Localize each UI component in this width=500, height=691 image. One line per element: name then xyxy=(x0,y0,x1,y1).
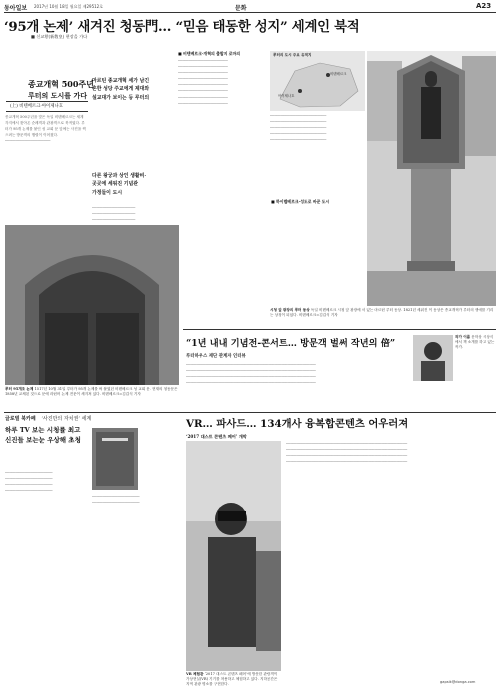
statue-caption-bold: 시청 앞 광장의 루터 동상 xyxy=(270,308,310,312)
map-marker xyxy=(298,89,302,93)
main-headline: ‘95개 논제’ 새겨진 청동門… “믿음 태동한 성지” 세계인 북적 xyxy=(4,19,360,35)
headline-byline-text: 신교황(新敎皇) 현장을 가다 xyxy=(36,34,88,39)
vr-caption-bold: VR 체험관 xyxy=(186,672,204,676)
body-text-col2: ──────────────────── ──────────────────── ──────────────────── xyxy=(92,206,136,223)
square-icon: ■ xyxy=(31,34,35,39)
body-text-col3: ─────────────────────── ─────────────────────── ─────────────────────── ─────────────────────── ─────────────────────── ─────────────────────── ─────────────────────── ─────────────────────── xyxy=(178,59,228,106)
map-svg xyxy=(270,51,365,111)
statue-caption-text: 독일 비텐베르크 시청 앞 광장에 서 있는 마르틴 루터 동상. 1821년 세워진 이 동상은 종교개혁가 루터의 생애를 기리는 상징이 되었다. 비텐베르크=김갑식 기자 xyxy=(270,308,494,318)
pullquote-line: 곳곳에 세워진 기념관 xyxy=(92,181,138,188)
section2-sub: 루터하우스 재단 관계자 인터뷰 xyxy=(186,354,246,359)
vr-event-title: ‘2017 대스트 콘텐츠 페어’ 개막 xyxy=(186,434,247,439)
author-caption-bold: 작가 이름 xyxy=(455,335,471,339)
author-caption-text: 문학상 시상식에서 책 소개를 하고 있는 작가. xyxy=(455,335,495,350)
body-text-col1 xyxy=(5,114,88,224)
kicker-rule-top xyxy=(6,101,88,102)
author-photo xyxy=(413,335,453,381)
section2-body: ──────────────────────────────────────────────────────────── ──────────────────────────────────────────────────────────── ──────────────────────────────────────────────────────────── ──────────────────────────────────────────────────────────── xyxy=(186,363,316,386)
author-caption xyxy=(455,335,496,351)
pullquote-line: 다른 왕궁과 상인 생활비· xyxy=(92,173,147,179)
vr-headline: VR… 파사드… 134개사 융복합콘텐츠 어우러져 xyxy=(186,418,409,430)
vr-caption-text: ‘2017 대스트 콘텐츠 페어’에 방문한 관람객이 가상현실(VR) 기기를 착용하고 체험하고 있다. 지하공간은 지역 관광 명소를 구현한다. xyxy=(186,672,278,687)
map-label: 비텐베르크 xyxy=(330,72,347,76)
book-body: ────────────────────── ────────────────────── ────────────────────── ────────────────────── xyxy=(5,471,53,494)
book-cover-illustration xyxy=(92,428,138,490)
statue-illustration xyxy=(367,51,496,306)
vr-caption xyxy=(186,672,281,690)
column-title: ‘사진만의 자치권’ 세계 xyxy=(41,416,92,422)
text-line: ───────────────────── xyxy=(5,139,51,144)
pullquote-line: 가정들이 도시 xyxy=(92,189,123,196)
kicker-rule-bottom xyxy=(6,111,88,112)
map-title: 루터의 도시 주요 유적지 xyxy=(273,53,312,57)
section-label: 문화 xyxy=(235,5,247,12)
vr-illustration xyxy=(186,441,281,671)
section3-rule xyxy=(4,412,496,413)
book-headline: 하루 TV 보는 시청률 최고 신진들 보는눈 우상해 초청 xyxy=(5,426,81,444)
book-cover xyxy=(92,428,138,490)
map-figure xyxy=(270,51,365,111)
door-caption-bold: 루터 95개조 논제 xyxy=(5,387,34,391)
column-label-text: 글로벌 북카페 xyxy=(5,416,36,422)
statue-caption xyxy=(270,308,496,318)
kicker-part: (上) 비텐베르크·아이제나흐 xyxy=(10,104,64,109)
door-caption-text: 1517년 10월 31일 루터가 95개 논제를 써 붙였던 비텐베르크 성 교회 문. 현재의 청동문은 1858년 교체된 것으로 문에 라틴어 논제 전문이 새겨져 있다. 비텐베르크=김갑식 기자 xyxy=(5,387,178,397)
body-text-col4: ────────────────────────── ────────────────────────── ────────────────────────── ────────────────────────── ────────────────────────── xyxy=(270,114,327,143)
book-body-2: ────────────────────── ────────────────────── xyxy=(92,495,140,506)
body-text: 종교개혁 500주년을 맞은 독일 비텐베르크는 세계 각지에서 찾아온 순례객과 관광객으로 북적였다. 루터가 95개 논제를 붙인 성 교회 문 앞에는 사진을 찍으려는 방문객의 행렬이 이어졌다. xyxy=(5,115,86,138)
headline-byline xyxy=(31,34,87,40)
door-illustration xyxy=(5,225,179,385)
section2-rule xyxy=(183,329,496,330)
pullquote-1 xyxy=(92,77,174,102)
pullquote-2 xyxy=(92,172,174,197)
pullquote-line: 마르틴 종교개혁 세가 남긴 xyxy=(92,78,150,84)
kicker-series: 종교개혁 500주년 xyxy=(28,79,94,89)
vr-body: ──────────────────────────────────────────────────────── ──────────────────────────────────────────────────────── ──────────────────────────────────────────────────────── ──────────────────────────────────────────────────────── xyxy=(286,442,408,465)
page-number: A23 xyxy=(476,2,492,10)
door-caption xyxy=(5,387,179,397)
pullquote-line: 설교대가 보이는 등 루터의 xyxy=(92,94,150,101)
masthead-rule xyxy=(4,12,496,13)
kicker-series-sub: 루터의 도시를 가다 xyxy=(28,91,87,100)
footer-email: gapsik@donga.com xyxy=(440,680,476,684)
map-label: 아이제나흐 xyxy=(278,94,295,98)
column-label xyxy=(5,415,91,422)
statue-photo xyxy=(367,51,496,306)
subhead-1: ■ 비텐베르크-개혁의 출발지 로마의 xyxy=(178,51,240,56)
pullquote-line: 흔한 성당 주교에게 제대와 xyxy=(92,86,150,93)
masthead-logo: 동아일보 xyxy=(4,5,28,12)
subhead-2: ■ 하이델베르크-성도로 바꾼 도시 xyxy=(271,199,330,204)
door-photo xyxy=(5,225,179,385)
author-illustration xyxy=(413,335,453,381)
section2-headline: “1년 내내 기념전-콘서트… 방문객 벌써 작년의 倍” xyxy=(186,338,396,349)
vr-photo xyxy=(186,441,281,671)
masthead-date: 2017년 10월 18일 월요일 제29512호 xyxy=(34,4,104,9)
